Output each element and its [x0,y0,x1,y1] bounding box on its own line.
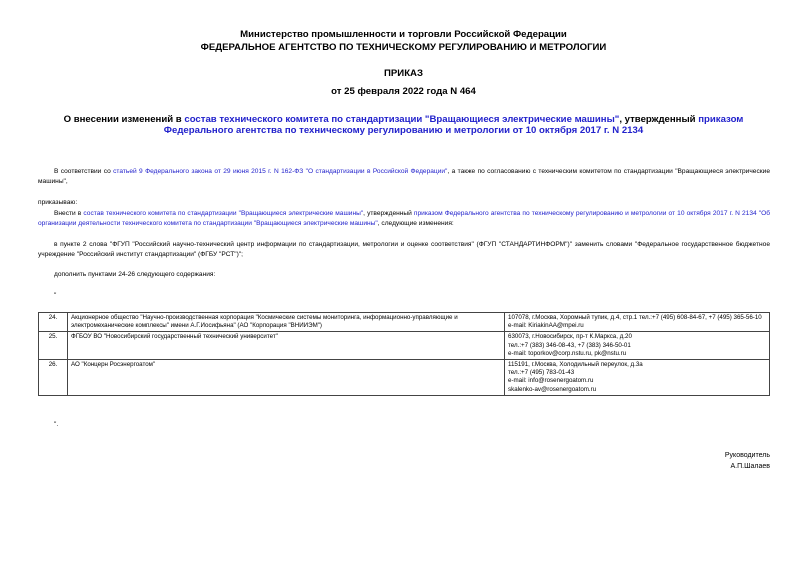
contact-line: e-mail: toporkov@corp.nstu.ru, pk@nstu.ru [508,349,627,357]
contact-line: 115191, г.Москва, Холодильный переулок, д.3а [508,361,643,369]
contact-line: тел.:+7 (495) 783-01-43 [508,369,575,377]
contact-line: тел.:+7 (383) 346-08-43, +7 (383) 346-50-01 [508,341,631,349]
contacts-cell [505,332,770,360]
order-word: приказываю: [38,199,78,206]
para2-middle: , утвержденный [363,210,414,217]
document-type: ПРИКАЗ [384,68,423,79]
contact-line: 630073, г.Новосибирск, пр-т К.Маркса, д.20 [508,333,632,341]
para2-start: Внести в [54,210,84,217]
title-link-committee[interactable]: состав технического комитета по стандартизации "Вращающиеся электрические машины" [184,114,620,125]
signature-position: Руководитель [724,452,770,459]
agency-name: ФЕДЕРАЛЬНОЕ АГЕНТСТВО ПО ТЕХНИЧЕСКОМУ РЕГУЛИРОВАНИЮ И МЕТРОЛОГИИ [200,42,607,53]
document-date: от 25 февраля 2022 года N 464 [331,86,476,97]
title-link-order[interactable]: приказом Федерального агентства по техническому регулированию и метрологии от 10 октября 2017 г. N 2134 [163,114,744,136]
document-title [40,114,767,136]
organization-cell: Акционерное общество "Научно-производственная корпорация "Космические системы мониторинга, информационно-управляющие и электромеханические комплексы" имени А.Г.Иосифьяна" (АО "Корпорация "ВНИИЭМ") [68,313,505,332]
row-number: 26. [39,360,68,396]
contact-line: skalenko-av@rosenergoatom.ru [508,385,597,393]
organization-cell: ФГБОУ ВО "Новосибирский государственный технический университет" [68,332,505,360]
contact-line: e-mail: KiriakinAA@mpei.ru [508,322,584,330]
paragraph-append: дополнить пунктами 24-26 следующего содержания: [54,271,216,278]
law-link[interactable]: статьей 9 Федерального закона от 29 июня 2015 г. N 162-ФЗ "О стандартизации в Российской Федерации" [113,168,448,175]
para1-start: В соответствии со [54,168,114,175]
paragraph-replace: в пункте 2 слова "ФГУП "Российский научно-технический центр информации по стандартизации, метрологии и оценке соответствия" (ФГУП "СТАНДАРТИНФОРМ")" заменить словами "Федеральное государственное бюджетное учреждение "Российский институт стандартизации" (ФГБУ "РСТ")"; [38,241,770,258]
paragraph-changes [38,209,770,228]
ministry-name: Министерство промышленности и торговли Российской Федерации [240,29,567,40]
contact-line: e-mail: info@rosenergoatom.ru [508,377,594,385]
contacts-cell [505,313,770,332]
title-prefix: О внесении изменений в [63,114,185,125]
paragraph-basis [38,167,770,186]
organization-cell: АО "Концерн Росэнергоатом" [68,360,505,396]
committee-table [38,312,770,396]
table-row [39,313,770,332]
para1-end: , а также по согласованию с техническим комитетом по стандартизации "Вращающиеся электрические машины", [38,168,771,185]
contacts-cell [505,360,770,396]
quote-open: " [54,292,57,299]
committee-link[interactable]: состав технического комитета по стандартизации "Вращающиеся электрические машины" [83,210,364,217]
row-number: 25. [39,332,68,360]
title-middle: , утвержденный [619,114,699,125]
signature-name: А.П.Шалаев [730,463,770,470]
quote-close: ". [54,421,59,428]
table-row [39,360,770,396]
contact-line: 107078, г.Москва, Хоромный тупик, д.4, стр.1 тел.:+7 (495) 608-84-67, +7 (495) 365-56-10 [508,314,762,321]
order-link[interactable]: приказом Федерального агентства по техническому регулированию и метрологии от 10 октября 2017 г. N 2134 "Об организации деятельности технического комитета по стандартизации "Вращающиеся электрические машины" [38,210,771,227]
para2-end: , следующие изменения: [377,219,454,227]
row-number: 24. [39,313,68,332]
table-row [39,332,770,360]
